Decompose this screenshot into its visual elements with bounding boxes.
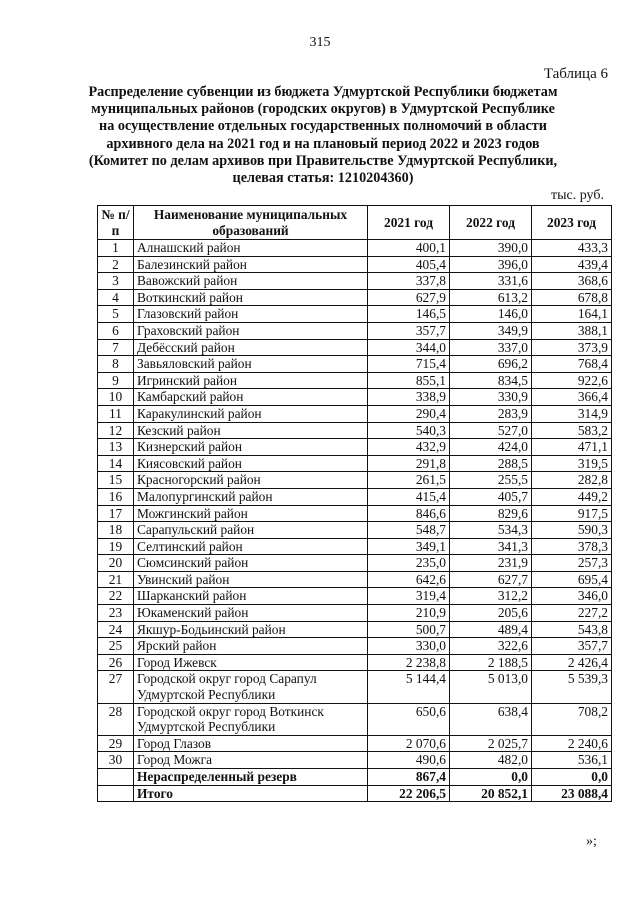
row-number: 19 [98,538,134,555]
row-2021: 642,6 [368,571,450,588]
row-2022: 390,0 [450,240,532,257]
row-2023: 695,4 [532,571,612,588]
row-2021: 548,7 [368,522,450,539]
row-2023: 373,9 [532,339,612,356]
row-2023: 314,9 [532,405,612,422]
row-number: 9 [98,372,134,389]
row-name: Ярский район [134,638,368,655]
row-name: Можгинский район [134,505,368,522]
row-name: Алнашский район [134,240,368,257]
table-row [98,306,612,323]
row-number: 8 [98,356,134,373]
table-row [98,588,612,605]
row-2021: 405,4 [368,256,450,273]
row-2021: 5 144,4 [368,671,450,703]
row-name: Киясовский район [134,455,368,472]
row-2022: 482,0 [450,752,532,769]
table-row [98,703,612,735]
row-2021: 855,1 [368,372,450,389]
table-row [98,538,612,555]
row-2023: 366,4 [532,389,612,406]
row-2023: 2 240,6 [532,735,612,752]
row-2023: 378,3 [532,538,612,555]
row-2021: 2 238,8 [368,654,450,671]
row-2022: 341,3 [450,538,532,555]
row-number: 30 [98,752,134,769]
row-number: 5 [98,306,134,323]
row-2022: 613,2 [450,289,532,306]
header-2023: 2023 год [532,206,612,240]
row-2023: 439,4 [532,256,612,273]
table-row [98,422,612,439]
row-2022: 288,5 [450,455,532,472]
row-2022: 396,0 [450,256,532,273]
row-2021: 357,7 [368,322,450,339]
table-row [98,289,612,306]
reserve-row-2023: 0,0 [532,769,612,786]
table-row [98,256,612,273]
row-name: Глазовский район [134,306,368,323]
row-2021: 319,4 [368,588,450,605]
title-line: муниципальных районов (городских округов) в Удмуртской Республике [91,101,555,118]
row-2021: 330,0 [368,638,450,655]
row-2021: 846,6 [368,505,450,522]
header-name: Наименование муниципальных образований [134,206,368,240]
row-2022: 489,4 [450,621,532,638]
row-2021: 291,8 [368,455,450,472]
row-2021: 146,5 [368,306,450,323]
row-name: Балезинский район [134,256,368,273]
units-label: тыс. руб. [551,188,604,203]
total-row-number [98,785,134,802]
row-2023: 282,8 [532,472,612,489]
row-2021: 415,4 [368,488,450,505]
row-2021: 338,9 [368,389,450,406]
table-row [98,555,612,572]
table-row [98,389,612,406]
reserve-row-number [98,769,134,786]
row-name: Красногорский район [134,472,368,489]
row-2022: 349,9 [450,322,532,339]
total-row-2021: 22 206,5 [368,785,450,802]
total-row-name: Итого [134,785,368,802]
closing-mark: »; [586,834,597,849]
row-2023: 227,2 [532,605,612,622]
row-2022: 331,6 [450,273,532,290]
row-name: Юкаменский район [134,605,368,622]
row-number: 13 [98,439,134,456]
title-line: на осуществление отдельных государственных полномочий в области [99,118,547,135]
row-number: 12 [98,422,134,439]
table-row [98,638,612,655]
table-row [98,505,612,522]
row-number: 25 [98,638,134,655]
row-2021: 500,7 [368,621,450,638]
title-line: Распределение субвенции из бюджета Удмуртской Республики бюджетам [88,84,558,100]
row-number: 24 [98,621,134,638]
row-2021: 290,4 [368,405,450,422]
row-name: Селтинский район [134,538,368,555]
row-2023: 678,8 [532,289,612,306]
row-name: Кизнерский район [134,439,368,456]
row-2021: 344,0 [368,339,450,356]
row-number: 20 [98,555,134,572]
row-2022: 405,7 [450,488,532,505]
row-2023: 5 539,3 [532,671,612,703]
row-number: 10 [98,389,134,406]
row-2022: 312,2 [450,588,532,605]
row-number: 4 [98,289,134,306]
header-number: № п/п [98,206,134,240]
row-name: Сюмсинский район [134,555,368,572]
title-line: архивного дела на 2021 год и на плановый период 2022 и 2023 годов [106,135,540,152]
row-name: Игринский район [134,372,368,389]
table-row [98,488,612,505]
row-number: 17 [98,505,134,522]
row-2022: 231,9 [450,555,532,572]
row-2023: 2 426,4 [532,654,612,671]
row-2022: 696,2 [450,356,532,373]
total-row [98,785,612,802]
row-2023: 319,5 [532,455,612,472]
row-name: Каракулинский район [134,405,368,422]
header-2022: 2022 год [450,206,532,240]
reserve-row [98,769,612,786]
row-2022: 2 188,5 [450,654,532,671]
row-number: 22 [98,588,134,605]
row-2023: 543,8 [532,621,612,638]
row-2021: 627,9 [368,289,450,306]
row-2023: 922,6 [532,372,612,389]
row-2023: 536,1 [532,752,612,769]
table-row [98,405,612,422]
row-number: 26 [98,654,134,671]
row-2022: 424,0 [450,439,532,456]
table-row [98,654,612,671]
row-name: Городской округ город Сарапул Удмуртской Республики [134,671,368,703]
row-2023: 917,5 [532,505,612,522]
row-number: 3 [98,273,134,290]
row-name: Город Можга [134,752,368,769]
row-name: Шарканский район [134,588,368,605]
row-number: 6 [98,322,134,339]
row-name: Городской округ город Воткинск Удмуртской Республики [134,703,368,735]
table-title [88,84,558,187]
reserve-row-2022: 0,0 [450,769,532,786]
row-name: Дебёсский район [134,339,368,356]
title-line: целевая статья: 1210204360) [232,170,414,187]
table-row [98,455,612,472]
row-name: Увинский район [134,571,368,588]
row-2022: 146,0 [450,306,532,323]
table-row [98,240,612,257]
row-2022: 255,5 [450,472,532,489]
row-number: 28 [98,703,134,735]
row-2021: 210,9 [368,605,450,622]
row-2021: 261,5 [368,472,450,489]
table-row [98,322,612,339]
row-number: 11 [98,405,134,422]
row-2023: 433,3 [532,240,612,257]
table-row [98,605,612,622]
row-2023: 583,2 [532,422,612,439]
row-2023: 357,7 [532,638,612,655]
row-number: 29 [98,735,134,752]
table-row [98,372,612,389]
header-row [98,206,612,240]
total-row-2022: 20 852,1 [450,785,532,802]
table-row [98,472,612,489]
row-number: 18 [98,522,134,539]
row-name: Сарапульский район [134,522,368,539]
row-number: 2 [98,256,134,273]
row-number: 1 [98,240,134,257]
row-2022: 829,6 [450,505,532,522]
table-row [98,439,612,456]
row-2023: 346,0 [532,588,612,605]
row-name: Якшур-Бодьинский район [134,621,368,638]
row-2022: 5 013,0 [450,671,532,703]
row-2021: 349,1 [368,538,450,555]
row-2021: 540,3 [368,422,450,439]
row-number: 27 [98,671,134,703]
row-2021: 235,0 [368,555,450,572]
row-2021: 432,9 [368,439,450,456]
row-name: Город Ижевск [134,654,368,671]
reserve-row-2021: 867,4 [368,769,450,786]
table-body [98,240,612,802]
row-name: Вавожский район [134,273,368,290]
row-number: 21 [98,571,134,588]
row-name: Город Глазов [134,735,368,752]
row-2023: 708,2 [532,703,612,735]
row-number: 14 [98,455,134,472]
row-2022: 2 025,7 [450,735,532,752]
row-2022: 527,0 [450,422,532,439]
row-name: Граховский район [134,322,368,339]
row-2021: 650,6 [368,703,450,735]
row-2023: 257,3 [532,555,612,572]
total-row-2023: 23 088,4 [532,785,612,802]
subvention-table [97,205,612,802]
row-2023: 471,1 [532,439,612,456]
title-line: (Комитет по делам архивов при Правительстве Удмуртской Республики, [88,152,558,169]
table-row [98,273,612,290]
table-row [98,671,612,703]
row-2022: 638,4 [450,703,532,735]
row-2022: 627,7 [450,571,532,588]
row-number: 23 [98,605,134,622]
table-row [98,752,612,769]
table-row [98,735,612,752]
row-2023: 768,4 [532,356,612,373]
row-2023: 368,6 [532,273,612,290]
header-2021: 2021 год [368,206,450,240]
row-name: Воткинский район [134,289,368,306]
row-2021: 400,1 [368,240,450,257]
row-2022: 322,6 [450,638,532,655]
row-2021: 2 070,6 [368,735,450,752]
row-number: 15 [98,472,134,489]
row-name: Камбарский район [134,389,368,406]
row-2022: 834,5 [450,372,532,389]
table-label: Таблица 6 [543,66,608,82]
row-2022: 534,3 [450,522,532,539]
row-2023: 164,1 [532,306,612,323]
row-2023: 449,2 [532,488,612,505]
row-number: 7 [98,339,134,356]
table-row [98,571,612,588]
table-row [98,356,612,373]
row-name: Малопургинский район [134,488,368,505]
row-name: Завьяловский район [134,356,368,373]
table-row [98,621,612,638]
reserve-row-name: Нераспределенный резерв [134,769,368,786]
row-name: Кезский район [134,422,368,439]
row-2022: 283,9 [450,405,532,422]
row-2023: 388,1 [532,322,612,339]
table-row [98,339,612,356]
row-number: 16 [98,488,134,505]
row-2021: 490,6 [368,752,450,769]
row-2021: 337,8 [368,273,450,290]
row-2022: 205,6 [450,605,532,622]
row-2022: 337,0 [450,339,532,356]
row-2021: 715,4 [368,356,450,373]
table-row [98,522,612,539]
row-2023: 590,3 [532,522,612,539]
row-2022: 330,9 [450,389,532,406]
page-number: 315 [309,35,331,50]
